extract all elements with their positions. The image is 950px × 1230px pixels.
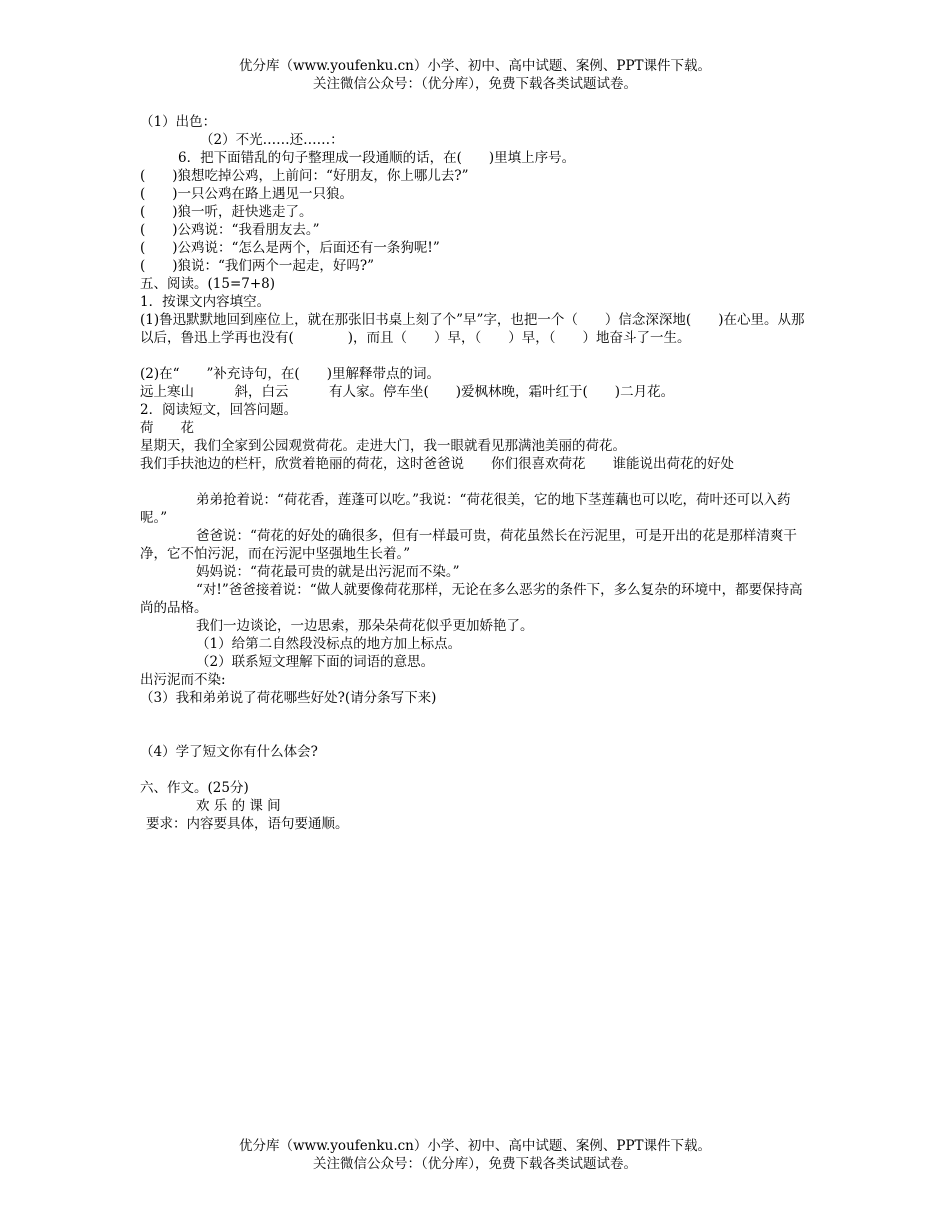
reading-1-poem-instruction: (2)在“ ”补充诗句，在( )里解释带点的词。 — [140, 366, 440, 382]
passage-paragraph-2: 我们手扶池边的栏杆，欣赏着艳丽的荷花，这时爸爸说 你们很喜欢荷花 谁能说出荷花的好处 — [140, 456, 734, 472]
passage-paragraph-1: 星期天，我们全家到公园观赏荷花。走进大门，我一眼就看见那满池美丽的荷花。 — [140, 438, 626, 454]
footer-line-2: 关注微信公众号：（优分库），免费下载各类试题试卷。 — [313, 1156, 637, 1172]
essay-title: 欢 乐 的 课 间 — [196, 798, 281, 814]
passage-paragraph-4: 爸爸说：“荷花的好处的确很多，但有一样最可贵，荷花虽然长在污泥里，可是开出的花是那样清爽干净，它不怕污泥，而在污泥中坚强地生长着。” — [140, 528, 797, 562]
sentence-6: ( )狼说：“我们两个一起走，好吗?” — [140, 258, 375, 274]
footer-line-1: 优分库（www.youfenku.cn）小学、初中、高中试题、案例、PPT课件下载。 — [238, 1138, 712, 1154]
answer-2-phrase: 出污泥而不染: — [140, 672, 226, 688]
sentence-2: ( )一只公鸡在路上遇见一只狼。 — [140, 186, 354, 202]
reading-2-heading: 2．阅读短文，回答问题。 — [140, 402, 298, 418]
passage-paragraph-6: “对!”爸爸接着说：“做人就要像荷花那样，无论在多么恶劣的条件下，多么复杂的环境中，都要保持高尚的品格。 — [140, 582, 803, 616]
sentence-5: ( )公鸡说：“怎么是两个，后面还有一条狗呢!” — [140, 240, 440, 256]
question-2-buguang: （2）不光……还……： — [200, 132, 344, 148]
section-6-heading: 六、作文。(25分) — [140, 780, 249, 796]
answer-1-punctuation: （1）给第二自然段没标点的地方加上标点。 — [196, 636, 462, 652]
answer-3-benefits: （3）我和弟弟说了荷花哪些好处?(请分条写下来) — [140, 690, 437, 706]
reading-1-fill-blank: (1)鲁迅默默地回到座位上，就在那张旧书桌上刻了个”早”字，也把一个（ ）信念深深地( )在心里。从那以后，鲁迅上学再也没有( )，而且（ ）早，（ ）早，（ ）地奋斗了一生。 — [140, 312, 805, 346]
passage-paragraph-5: 妈妈说：“荷花最可贵的就是出污泥而不染。” — [196, 564, 460, 580]
sentence-1: ( )狼想吃掉公鸡，上前问：“好朋友，你上哪儿去?” — [140, 168, 469, 184]
sentence-3: ( )狼一听，赶快逃走了。 — [140, 204, 313, 220]
poem-line: 远上寒山 斜，白云 有人家。停车坐( )爱枫林晚，霜叶红于( )二月花。 — [140, 384, 675, 400]
page-header — [0, 57, 950, 93]
reading-1-heading: 1．按课文内容填空。 — [140, 294, 271, 310]
passage-paragraph-3: 弟弟抢着说：“荷花香，莲蓬可以吃。”我说：“荷花很美，它的地下茎莲藕也可以吃，荷叶还可以入药呢。” — [140, 492, 791, 526]
answer-2-meaning: （2）联系短文理解下面的词语的意思。 — [196, 654, 435, 670]
passage-title: 荷 花 — [140, 420, 194, 436]
page-footer — [0, 1137, 950, 1173]
section-5-heading: 五、阅读。(15=7+8) — [140, 276, 276, 292]
header-line-1: 优分库（www.youfenku.cn）小学、初中、高中试题、案例、PPT课件下载。 — [238, 58, 712, 74]
answer-4-reflection: （4）学了短文你有什么体会? — [140, 744, 318, 760]
essay-requirement: 要求：内容要具体，语句要通顺。 — [146, 816, 349, 832]
passage-paragraph-7: 我们一边谈论，一边思索，那朵朵荷花似乎更加娇艳了。 — [196, 618, 534, 634]
question-1-chuse: （1）出色： — [140, 114, 217, 130]
header-line-2: 关注微信公众号：（优分库），免费下载各类试题试卷。 — [313, 76, 637, 92]
sentence-4: ( )公鸡说：“我看朋友去。” — [140, 222, 320, 238]
question-6-instruction: 6．把下面错乱的句子整理成一段通顺的话，在( )里填上序号。 — [178, 150, 576, 166]
